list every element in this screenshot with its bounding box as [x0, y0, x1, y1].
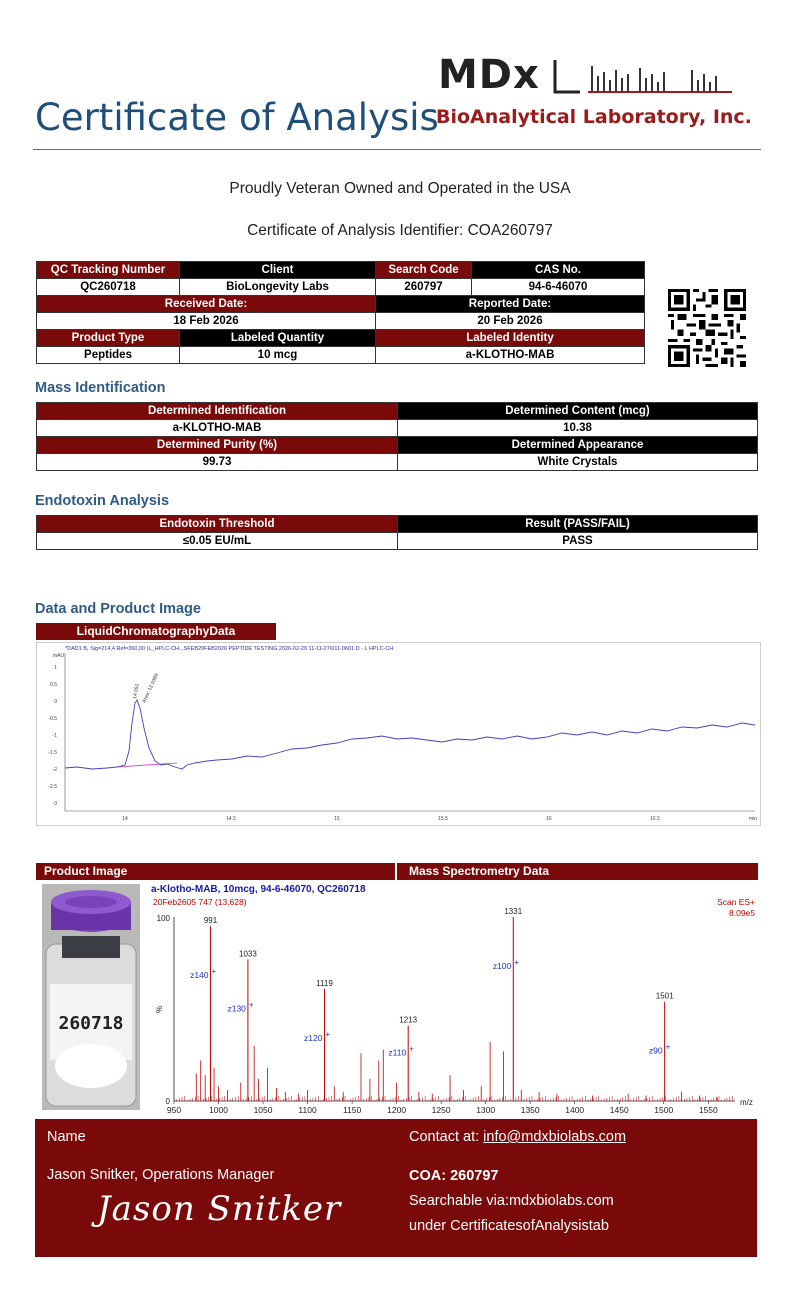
endotoxin-table: [36, 515, 758, 550]
ms-charge-plus: +: [409, 1044, 414, 1054]
ms-xtick-label: 1200: [387, 1105, 407, 1115]
ms-xtick-label: 1150: [342, 1105, 362, 1115]
ms-peak-label: 1119: [316, 978, 333, 988]
received-date-value: 18 Feb 2026: [37, 313, 376, 330]
client-value: BioLongevity Labs: [180, 279, 376, 296]
lc-peak-label: 14.051: [132, 683, 141, 700]
lc-ytick: 0.5: [50, 682, 57, 688]
lc-xtick: 16: [546, 816, 552, 822]
header-determined-appearance: Determined Appearance: [398, 437, 758, 454]
ms-xtick-label: 1000: [209, 1105, 228, 1115]
logo-peaks-icon: [552, 58, 752, 98]
ms-xtick-label: 1550: [698, 1105, 718, 1115]
lc-ytick: -1: [52, 733, 57, 739]
ms-charge-plus: +: [248, 1000, 254, 1010]
header-determined-content: Determined Content (mcg): [398, 403, 758, 420]
coa-number: COA: 260797: [409, 1168, 499, 1184]
ms-charge-label: z110: [388, 1047, 407, 1058]
endotoxin-result-value: PASS: [398, 533, 758, 550]
header-qc-tracking: QC Tracking Number: [37, 262, 180, 279]
reported-date-value: 20 Feb 2026: [376, 313, 645, 330]
ms-plot: [150, 881, 759, 1121]
lc-data-label: LiquidChromatographyData: [36, 623, 276, 640]
ms-charge-plus: +: [325, 1029, 331, 1039]
ms-xtick-label: 1050: [253, 1105, 273, 1115]
ms-subtitle: 20Feb2605 747 (13.628): [153, 897, 247, 907]
lc-ytick: -0.5: [48, 716, 57, 722]
section-data-product-image: Data and Product Image: [35, 601, 201, 617]
determined-identification-value: a-KLOTHO-MAB: [37, 420, 398, 437]
lc-ytick: -2: [52, 767, 57, 773]
company-logo: [430, 50, 760, 140]
header-cas: CAS No.: [472, 262, 645, 279]
ms-scan-label: Scan ES+: [716, 897, 755, 907]
lc-baseline: [117, 763, 177, 767]
ms-charge-label: z100: [492, 961, 512, 971]
lc-xtick: 14: [122, 816, 128, 822]
lc-xtick: 14.5: [226, 816, 236, 822]
lc-ytick: -1.5: [48, 750, 57, 756]
info-table: [36, 261, 645, 364]
determined-purity-value: 99.73: [37, 454, 398, 471]
ms-xtick-label: 1100: [298, 1105, 317, 1115]
searchable-text: Searchable via:mdxbiolabs.com: [409, 1193, 614, 1209]
signature: Jason Snitker: [97, 1189, 342, 1229]
ms-xtick-label: 950: [166, 1105, 182, 1115]
product-image-label: Product Image: [36, 863, 395, 880]
lc-ytick: -2.5: [48, 784, 57, 790]
header-product-type: Product Type: [37, 330, 180, 347]
ms-xtick-label: 1400: [565, 1105, 585, 1115]
ms-charge-plus: +: [665, 1042, 671, 1052]
ms-xtick-label: 1450: [609, 1105, 629, 1115]
lc-plot: [37, 643, 760, 825]
document-title: Certificate of Analysis: [35, 96, 439, 139]
contact-prefix: Contact at:: [409, 1129, 484, 1145]
section-mass-identification: Mass Identification: [35, 380, 166, 396]
product-vial-image: [42, 884, 140, 1110]
ms-ytick-bottom: 0: [165, 1097, 170, 1106]
vial-illustration: [42, 884, 140, 1110]
ms-xtick-label: 1300: [476, 1105, 496, 1115]
lc-header-text: *DAD1 B, Sig=214,4 Ref=360,00 (L_HPLC-CH...SFEB20FEB2026 PEPTIDE TESTING 2026-02-20 11-11-27\011-0601.D - L HPLC-CH: [65, 646, 394, 652]
header-reported-date: Reported Date:: [376, 296, 645, 313]
qr-code-icon[interactable]: [668, 289, 746, 367]
header-received-date: Received Date:: [37, 296, 376, 313]
ms-ylabel: %: [155, 1005, 164, 1013]
lc-xtick: 16.5: [650, 816, 660, 822]
ms-title: a-Klotho-MAB, 10mcg, 94-6-46070, QC260718: [151, 884, 366, 895]
header-client: Client: [180, 262, 376, 279]
endotoxin-threshold-value: ≤0.05 EU/mL: [37, 533, 398, 550]
labeled-quantity-value: 10 mcg: [180, 347, 376, 364]
ms-charge-plus: +: [514, 958, 519, 967]
lc-ytick: -3: [52, 801, 57, 807]
ms-ytick-top: 100: [156, 914, 170, 923]
logo-subtitle: BioAnalytical Laboratory, Inc.: [436, 106, 752, 128]
ms-peak-label: 1501: [655, 991, 674, 1001]
ms-data-label: Mass Spectrometry Data: [397, 863, 758, 880]
ms-xlabel: m/z: [740, 1098, 753, 1107]
cas-value: 94-6-46070: [472, 279, 645, 296]
ms-peak-label: 1213: [399, 1015, 418, 1025]
determined-content-value: 10.38: [398, 420, 758, 437]
ms-charge-label: z120: [304, 1032, 323, 1043]
ms-xtick-label: 1350: [520, 1105, 540, 1115]
header-labeled-quantity: Labeled Quantity: [180, 330, 376, 347]
lc-xtick: 15.5: [438, 816, 448, 822]
mass-id-table: [36, 402, 758, 471]
qc-tracking-value: QC260718: [37, 279, 180, 296]
determined-appearance-value: White Crystals: [398, 454, 758, 471]
contact-email-link[interactable]: info@mdxbiolabs.com: [483, 1129, 627, 1145]
lc-xunit: min: [749, 816, 758, 822]
lc-ytick: 1: [54, 665, 57, 671]
header-determined-purity: Determined Purity (%): [37, 437, 398, 454]
ms-scan-value: 8.09e5: [729, 908, 755, 918]
logo-text: MDx: [438, 52, 540, 98]
lc-trace: [65, 700, 755, 769]
ms-peak-label: 1033: [239, 949, 257, 959]
lc-peak-area-label: Area: 12.0388: [141, 672, 161, 704]
footer-signature-block: [35, 1119, 757, 1257]
header-result: Result (PASS/FAIL): [398, 516, 758, 533]
ms-peak-label: 1331: [504, 907, 523, 916]
ms-xtick-label: 1500: [654, 1105, 674, 1115]
signer-name: Jason Snitker, Operations Manager: [47, 1167, 275, 1183]
under-text: under CertificatesofAnalysistab: [409, 1218, 609, 1234]
tagline: Proudly Veteran Owned and Operated in the USA: [229, 180, 571, 197]
header-divider: [33, 149, 761, 150]
header-endotoxin-threshold: Endotoxin Threshold: [37, 516, 398, 533]
contact-line: [409, 1129, 626, 1145]
header-determined-identification: Determined Identification: [37, 403, 398, 420]
lc-ytick: 0: [54, 699, 57, 705]
coa-identifier: Certificate of Analysis Identifier: COA260797: [247, 222, 553, 239]
section-endotoxin-analysis: Endotoxin Analysis: [35, 493, 170, 509]
ms-peak-label: 991: [203, 916, 218, 926]
lc-unit-label: mAU: [53, 653, 65, 659]
lc-xtick: 15: [334, 816, 340, 822]
ms-charge-plus: +: [211, 967, 217, 977]
ms-xtick-label: 1250: [431, 1105, 451, 1115]
product-type-value: Peptides: [37, 347, 180, 364]
search-code-value: 260797: [376, 279, 472, 296]
ms-chart: [150, 881, 759, 1121]
ms-charge-label: z140: [190, 970, 209, 981]
header-labeled-identity: Labeled Identity: [376, 330, 645, 347]
name-label: Name: [47, 1129, 86, 1145]
lc-chromatogram: [36, 642, 761, 826]
ms-charge-label: z90: [648, 1045, 663, 1056]
vial-label: 260718: [58, 1013, 124, 1034]
labeled-identity-value: a-KLOTHO-MAB: [376, 347, 645, 364]
ms-charge-label: z130: [227, 1003, 246, 1014]
header-search-code: Search Code: [376, 262, 472, 279]
